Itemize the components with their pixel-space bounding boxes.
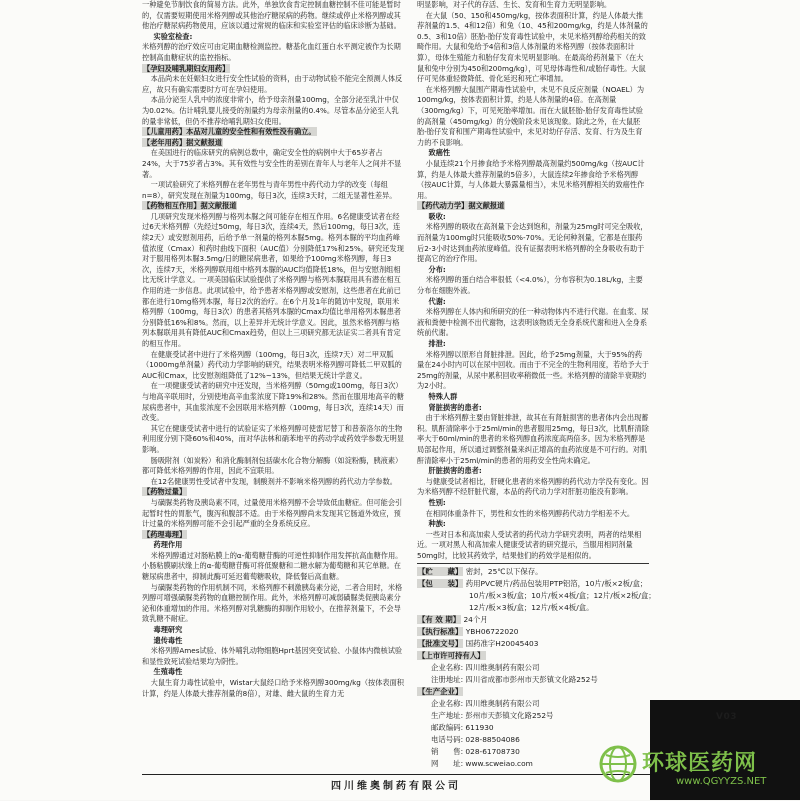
section-heading: 【药理毒理】	[143, 529, 187, 539]
left-paragraph: 生殖毒性	[153, 667, 183, 677]
divider	[417, 563, 649, 564]
right-paragraph: 一些对日本和高加索人受试者的药代动力学研究表明，两者的结果相近。一项对黑人和高加索人健康受试者的研究提示，当服用相同剂量50mg时，比较其药效学，结果他们的药效学是相似的。	[417, 529, 642, 560]
left-paragraph: 一种避免节制饮食的简易方法。此外，单独饮食肯定控制血糖控制不佳可能是暂时的，仅需要短期使用米格列醇或其他治疗糖尿病的药物。继续或停止米格列醇或其他治疗糖尿病药物使用，应该以通过常规的临床和实验室评估的临床诊断为基础。	[142, 0, 401, 31]
postcode-row: 邮政编码: 611930	[431, 723, 494, 733]
left-paragraph: 米格列醇的治疗效应可由定期血糖检测监控。糖基化血红蛋白水平测定被作为长期控制高血糖症状的监控指标。	[142, 42, 401, 62]
mah-address-row: 注册地址: 四川省成都市彭州市天彭镇文化路252号	[431, 675, 598, 685]
left-paragraph: 本品分泌至人乳中的浓度非常小，给予母亲剂量100mg，全部分泌至乳汁中仅为0.02%。估计哺乳婴儿接受的剂量约为母亲剂量的0.4%。尽管本品分泌至人乳的量非常低，但仍不推荐给哺乳期妇女使用。	[142, 95, 399, 126]
right-paragraph: 与健康受试者相比，肝硬化患者的米格列醇的药代动力学没有变化。因为米格列醇不经肝脏代谢，本品的药代动力学对肝脏功能没有影响。	[417, 476, 649, 497]
left-paragraph	[142, 530, 404, 541]
producer-name-row: 企业名称: 四川维奥制药有限公司	[431, 699, 540, 709]
left-paragraph: 毒理研究	[153, 625, 183, 635]
approval-row: 【批准文号】 国药准字H20045403	[418, 639, 539, 649]
right-paragraph: 小鼠连续21个月掺食给予米格列醇最高剂量约500mg/kg（按AUC计算，约是人体最大推荐剂量的5倍多），大鼠连续2年掺食给予米格列醇（按AUC计算，与人体最大暴露量相当），未见米格列醇相关的致癌性作用。	[417, 158, 645, 200]
sales-row: 销 售: 028-61708730	[431, 747, 520, 757]
website-row: 网 址: www.scweiao.com	[431, 759, 533, 769]
left-paragraph: 在健康受试者中进行了米格列醇（100mg，每日3次，连续7天）对二甲双胍（1000mg单剂量）药代动力学影响的研究，结果表明米格列醇可降低二甲双胍的AUC和Cmax，比安慰剂组降低了12%~13%，但结果无统计学意义。	[142, 349, 402, 380]
producer-heading: 【生产企业】	[418, 687, 463, 697]
left-paragraph	[142, 64, 404, 75]
right-paragraph: 性别:	[428, 497, 446, 507]
left-paragraph: 药理作用	[153, 540, 183, 550]
left-paragraph: 遗传毒性	[153, 635, 183, 645]
right-paragraph: 米格列醇的蛋白结合率很低（<4.0%），分布容积为0.18L/kg，主要分布在细胞外液。	[417, 275, 643, 296]
left-paragraph	[142, 138, 404, 149]
version-code: V03	[716, 712, 737, 722]
company-footer: 四川维奥制药有限公司	[142, 774, 650, 801]
right-column	[417, 0, 656, 769]
left-paragraph: 本品尚未在妊娠妇女进行安全性试验的资料，由于动物试验不能完全预测人体反应，故只有确实需要时方可在孕妇使用。	[142, 74, 403, 94]
mah-heading: 【上市许可持有人】	[418, 651, 485, 661]
section-heading: 【老年用药】据文献报道	[143, 137, 223, 147]
left-paragraph: 肠吸附剂（如炭粉）和消化酶制剂包括碳水化合物分解酶（如淀粉酶，胰液素）都可降低米格列醇的作用，因此不宜联用。	[142, 455, 403, 476]
storage-row: 【贮 藏】 密封，25℃以下保存。	[418, 567, 543, 577]
section-heading: 【药代动力学】据文献报道	[418, 201, 505, 211]
section-heading: 【儿童用药】本品对儿童的安全性和有效性没有确立。	[143, 127, 316, 137]
right-paragraph: 米格列醇以原形自肾脏排泄。因此，给予25mg剂量，大于95%的药量在24小时内可以在尿中回收。而由于不完全的生物利用度，若给予大于25mg的剂量，从尿中累积回收率稍微低一些。米格列醇的清除半衰期约为2小时。	[417, 349, 649, 391]
right-paragraph: 分布:	[428, 264, 446, 274]
section-heading: 【孕妇及哺乳期妇女用药】	[143, 63, 230, 73]
right-paragraph: 致癌性	[428, 148, 451, 158]
right-paragraph: 在相同体重条件下，男性和女性的米格列醇药代动力学相差不大。	[425, 508, 635, 518]
standard-row: 【执行标准】 YBH06722020	[418, 627, 519, 637]
validity-row: 【有 效 期】 24个月	[418, 615, 488, 625]
right-paragraph: 代谢:	[428, 296, 446, 306]
right-paragraph: 米格列醇的吸收在高剂量下会达到饱和，剂量为25mg时可完全吸收，而剂量为100mg时只能吸收50%-70%。无论何种剂量，它都是在服药后2-3小时达到血药浓度峰值。没有证据表明米格列醇的全身吸收有助于提高它的治疗作用。	[417, 222, 648, 264]
left-paragraph: 一项试验研究了米格列醇在老年男性与青年男性中药代动力学的改变（每组n=8），研究发现在剂量为100mg，每日3次，连续3天时，二组无显著性差异。	[142, 180, 397, 200]
globe-logo-icon	[598, 744, 638, 784]
watermark	[598, 740, 798, 796]
right-paragraph: 特殊人群	[428, 391, 458, 401]
producer-address-row: 生产地址: 彭州市天彭镇文化路252号	[431, 711, 554, 721]
right-paragraph: 肝脏损害的患者:	[428, 466, 482, 476]
left-paragraph: 大鼠生育力毒性试验中，Wistar大鼠经口给予米格列醇300mg/kg（按体表面积计算，约是人体最大推荐剂量的8倍），对雄、雌大鼠的生育力无	[142, 678, 404, 698]
left-paragraph: 在12名健康男性受试者中发现，制酸剂并不影响米格列醇的药代动力学参数。	[150, 476, 397, 486]
right-paragraph: 米格列醇在人体内和所研究的任一种动物体内不进行代谢。在血浆、尿液和粪便中检测不出代谢物，这表明该物质无全身系统代谢和进入全身系统前代谢。	[417, 307, 649, 338]
left-paragraph	[142, 487, 404, 498]
right-paragraph: 在米格列醇大鼠围产期毒性试验中，未见不良反应剂量（NOAEL）为100mg/kg，按体表面积计算，约是人体剂量的4倍。在高剂量（300mg/kg）下，可见死胎率增加。而在大鼠胚胎-胎仔发育毒性试验的高剂量（450mg/kg）的分娩阶段未见该现象。除此之外，在大鼠胚胎-胎仔发育和围产期毒性试验中，未见对幼仔存活、发育、行为及生育力的不良影响。	[417, 84, 645, 147]
left-paragraph: 在美国进行的临床研究的病例总数中，确定安全性的病例中大于65岁者占24%，大于75岁者占3%。其有效性与安全性的差别在青年人与老年人之间并不显著。	[142, 148, 402, 179]
right-paragraph: 排泄:	[428, 339, 446, 348]
left-paragraph: 米格列醇Ames试验、体外哺乳动物细胞Hprt基因突变试验、小鼠体内微核试验和显性致死试验结果均为阴性。	[142, 646, 403, 666]
watermark-url: www.QGYYZS.NET	[676, 776, 767, 787]
phone-row: 电话号码: 028-88504086	[431, 735, 520, 745]
right-column-text	[417, 0, 649, 561]
left-paragraph: 与磺脲类药物及胰岛素不同，过量使用米格列醇不会导致低血糖症。但可能会引起暂时性的胃胀气，腹泻和腹部不适。由于米格列醇尚未发现其它肠道外效应，预计过量的米格列醇可能不会引起严重的全身系统反应。	[142, 497, 403, 529]
package-line: 12片/板×3板/盒；12片/板×4板/盒。	[469, 603, 594, 613]
left-column	[142, 0, 404, 800]
package-line: 10片/板×3板/盒；10片/板×4板/盒；12片/板×2板/盒；	[469, 591, 656, 601]
left-paragraph: 在一项健康受试者的研究中还发现，当米格列醇（50mg或100mg，每日3次）与地高辛联用时，分别使地高辛血浆浓度下降19%和28%。然而在服用地高辛的糖尿病患者中，其血浆浓度不会因联用米格列醇（100mg，每日3次，连续14天）而改变。	[142, 381, 404, 423]
package-row: 【包 装】 药用PVC硬片/药品包装用PTP铝箔，10片/板×2板/盒；	[418, 579, 648, 589]
left-paragraph: 米格列醇通过对肠粘膜上的α-葡萄糖苷酶的可逆性抑制作用发挥抗高血糖作用。小肠粘膜刷状缘上的α-葡萄糖苷酶可将低聚糖和二糖水解为葡萄糖和其它单糖。在糖尿病患者中，抑制此酶可延迟葡萄糖吸收，降低餐后高血糖。	[142, 550, 403, 582]
right-paragraph	[417, 201, 649, 212]
left-paragraph: 其它在健康受试者中进行的试验证实了米格列醇可使雷尼替丁和普萘洛尔的生物利用度分别下降60%和40%，而对华法林和硝苯地平的药动学或药效学参数无明显影响。	[142, 423, 404, 454]
section-heading: 【药物相互作用】据文献报道	[143, 201, 237, 211]
left-paragraph: 与磺脲类药物的作用机制不同，米格列醇不刺激胰岛素分泌，二者合用时，米格列醇可增强磺脲类药物的血糖控制作用。此外，米格列醇可减弱磺脲类促胰岛素分泌和体重增加的作用。米格列醇对乳糖酶的抑制作用较小，在推荐剂量下，不会导致乳糖不耐症。	[142, 582, 403, 624]
right-paragraph: 种族:	[428, 519, 446, 529]
watermark-name: 环球医药网	[642, 751, 758, 776]
left-paragraph: 实验室检查:	[153, 31, 193, 41]
right-paragraph: 在大鼠（50、150和450mg/kg，按体表面积计算，约是人体最大推荐剂量的1.5、4和12倍）和兔（10、45和200mg/kg，约是人体剂量的0.5、3和10倍）胚胎-胎仔发育毒性试验中，未见米格列醇给药相关的致畸作用。大鼠和兔给予4倍和3倍人体剂量的米格列醇（按体表面积计算），母体生殖能力和胎仔发育未见明显影响。在最高给药剂量下（在大鼠和兔中分别为450和200mg/kg），可见母体毒性和/或胎仔毒性。大鼠仔可见体重轻微降低、骨化延迟和死亡率增加。	[417, 10, 648, 84]
left-paragraph	[142, 127, 404, 138]
mah-name-row: 企业名称: 四川维奥制药有限公司	[431, 663, 540, 673]
left-paragraph	[142, 201, 404, 212]
right-paragraph: 吸收:	[428, 211, 446, 221]
right-paragraph: 肾脏损害的患者:	[428, 402, 482, 412]
right-paragraph: 明显影响，对子代的存活、生长、发育和生育力无明显影响。	[417, 0, 612, 9]
right-paragraph: 由于米格列醇主要由肾脏排泄，故其在有肾脏损害的患者体内会出现蓄积。肌酐清除率小于25ml/min的患者服用25mg，每日3次，比肌酐清除率大于60ml/min的患者的米格列醇血药浓度高两倍多。因为米格列醇是局部起作用，所以通过调整剂量来纠正增高的血药浓度是不可行的。对肌酐清除率小于25ml/min的患者的用药安全性尚未确定。	[417, 413, 649, 465]
section-heading: 【药物过量】	[143, 487, 187, 497]
left-paragraph: 几项研究发现米格列醇与格列本脲之间可能存在相互作用。6名健康受试者在经过6天米格列醇（先经过50mg，每日3次，连续4天，然后100mg，每日3次，连续2天）或安慰剂用药，后给予单一剂量的格列本脲5mg。格列本脲的平均血药峰值浓度（Cmax）和药时曲线下面积（AUC值）分别降低17%和25%。研究还发现对于服用格列本脲3.5mg/日的糖尿病患者，如果给予100mg米格列醇，每日3次，连续7天，米格列醇联用组中格列本脲的AUC均值降低18%，但与安慰剂组相比无统计学意义。一项美国临床试验提供了米格列醇与格列本脲联用具有潜在相互作用的进一步信息。此项试验中，给予患者米格列醇或安慰剂，这些患者在此前已都在进行10mg格列本脲，每日2次的治疗。在6个月及1年的随访中发现，联用米格列醇（100mg，每日3次）的患者其格列本脲的Cmax均值比单用格列本脲患者分别降低16%和8%。然而，以上差异并无统计学意义。因此，虽然米格列醇与格列本脲联用具有降低AUC和Cmax趋势，但以上三项研究都无法证实二者具有肯定的相互作用。	[142, 211, 404, 348]
